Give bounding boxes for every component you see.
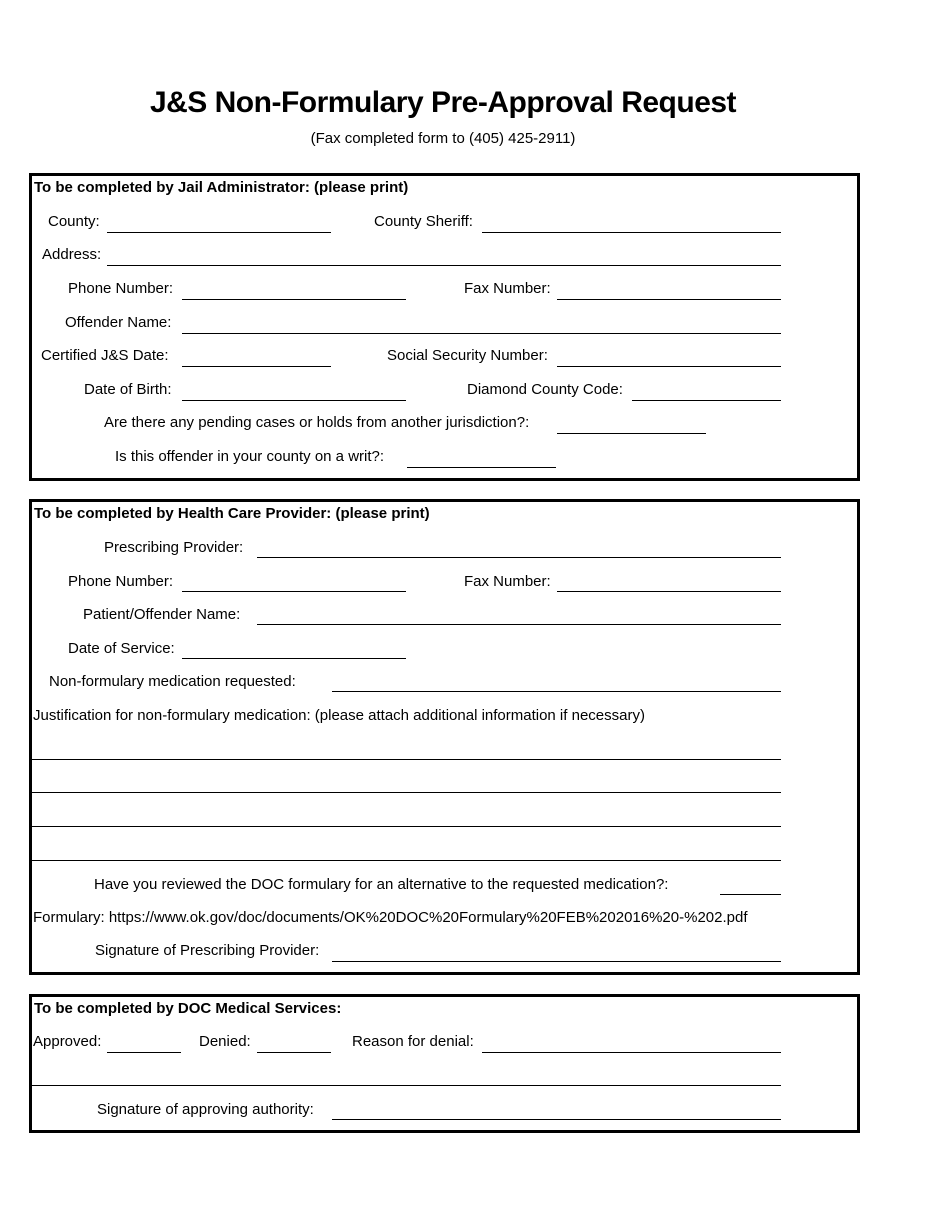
patient-name-label: Patient/Offender Name: <box>83 606 241 623</box>
approver-signature-label: Signature of approving authority: <box>97 1101 314 1118</box>
denied-field[interactable] <box>257 1052 331 1053</box>
county-field[interactable] <box>107 232 331 233</box>
prescriber-signature-label: Signature of Prescribing Provider: <box>95 942 320 959</box>
approved-label: Approved: <box>33 1033 102 1050</box>
prescriber-signature-field[interactable] <box>332 961 781 962</box>
writ-label: Is this offender in your county on a writ?: <box>115 448 385 465</box>
offender-name-label: Offender Name: <box>65 314 172 331</box>
dob-label: Date of Birth: <box>84 381 172 398</box>
pending-cases-label: Are there any pending cases or holds from another jurisdiction?: <box>104 414 530 431</box>
approver-signature-field[interactable] <box>332 1119 781 1120</box>
reason-continuation-line[interactable] <box>32 1085 781 1086</box>
phone-field[interactable] <box>182 299 406 300</box>
patient-name-field[interactable] <box>257 624 781 625</box>
pending-cases-field[interactable] <box>557 433 706 434</box>
fax-instruction: (Fax completed form to (405) 425-2911) <box>310 130 576 147</box>
writ-field[interactable] <box>407 467 556 468</box>
section-heading: To be completed by Jail Administrator: (please print) <box>34 179 409 196</box>
prescribing-provider-field[interactable] <box>257 557 781 558</box>
certified-date-field[interactable] <box>182 366 331 367</box>
section-heading: To be completed by DOC Medical Services: <box>34 1000 342 1017</box>
fax-label: Fax Number: <box>464 280 551 297</box>
section-heading: To be completed by Health Care Provider: (please print) <box>34 505 430 522</box>
medication-label: Non-formulary medication requested: <box>49 673 296 690</box>
fax-field[interactable] <box>557 299 781 300</box>
doc-medical-services-section <box>29 994 860 1133</box>
reason-field[interactable] <box>482 1052 781 1053</box>
phone-label: Phone Number: <box>68 573 174 590</box>
phone-field[interactable] <box>182 591 406 592</box>
ssn-label: Social Security Number: <box>387 347 548 364</box>
date-of-service-field[interactable] <box>182 658 406 659</box>
date-of-service-label: Date of Service: <box>68 640 175 657</box>
approved-field[interactable] <box>107 1052 181 1053</box>
reviewed-formulary-label: Have you reviewed the DOC formulary for an alternative to the requested medication?: <box>94 876 669 893</box>
offender-name-field[interactable] <box>182 333 781 334</box>
reason-label: Reason for denial: <box>352 1033 474 1050</box>
jail-administrator-section <box>29 173 860 481</box>
county-sheriff-field[interactable] <box>482 232 781 233</box>
reviewed-formulary-field[interactable] <box>720 894 781 895</box>
prescribing-provider-label: Prescribing Provider: <box>104 539 244 556</box>
dob-field[interactable] <box>182 400 406 401</box>
justification-label: Justification for non-formulary medication: (please attach additional information if necessary) <box>33 707 645 724</box>
medication-field[interactable] <box>332 691 781 692</box>
diamond-code-label: Diamond County Code: <box>467 381 623 398</box>
address-field[interactable] <box>107 265 781 266</box>
fax-label: Fax Number: <box>464 573 551 590</box>
county-label: County: <box>48 213 100 230</box>
diamond-code-field[interactable] <box>632 400 781 401</box>
denied-label: Denied: <box>199 1033 251 1050</box>
justification-line[interactable] <box>32 826 781 827</box>
fax-field[interactable] <box>557 591 781 592</box>
certified-date-label: Certified J&S Date: <box>41 347 169 364</box>
justification-line[interactable] <box>32 792 781 793</box>
health-care-provider-section <box>29 499 860 975</box>
formulary-link[interactable]: Formulary: https://www.ok.gov/doc/documents/OK%20DOC%20Formulary%20FEB%202016%20-%202.pdf <box>33 909 748 926</box>
form-title: J&S Non-Formulary Pre-Approval Request <box>149 86 737 119</box>
address-label: Address: <box>42 246 102 263</box>
phone-label: Phone Number: <box>68 280 174 297</box>
justification-line[interactable] <box>32 759 781 760</box>
county-sheriff-label: County Sheriff: <box>374 213 473 230</box>
ssn-field[interactable] <box>557 366 781 367</box>
justification-line[interactable] <box>32 860 781 861</box>
